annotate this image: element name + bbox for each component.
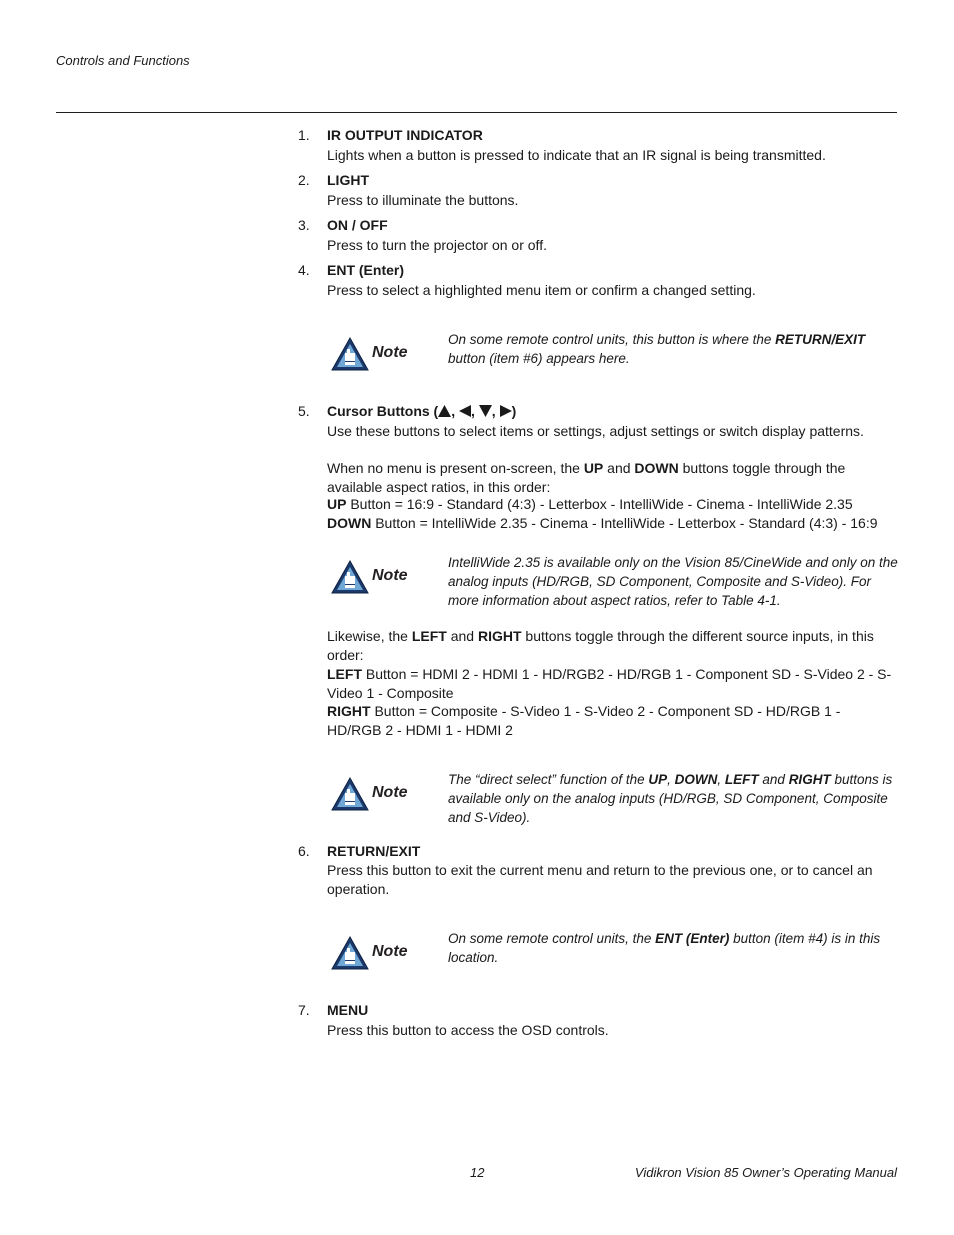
note-label: Note [372, 943, 408, 960]
note-warning-icon [331, 777, 369, 811]
item-title: ENT (Enter) [327, 262, 404, 278]
item-number: 7. [298, 1002, 310, 1018]
item-description: Press this button to exit the current menu and return to the previous one, or to cancel an operation. [327, 862, 873, 897]
item-number: 2. [298, 172, 310, 188]
note-warning-icon [331, 560, 369, 594]
item-title: IR OUTPUT INDICATOR [327, 127, 483, 143]
page-number: 12 [470, 1165, 485, 1180]
item-title: LIGHT [327, 172, 369, 188]
updown-intro: When no menu is present on-screen, the UP and DOWN buttons toggle through the available aspect ratios, in this order: [327, 460, 846, 495]
note-text: On some remote control units, the ENT (Enter) button (item #4) is in this location. [448, 931, 881, 965]
note-text: The “direct select” function of the UP, DOWN, LEFT and RIGHT buttons is available only on the analog inputs (HD/RGB, SD Component, Composite and S-Video). [448, 772, 893, 825]
item-description: Press to turn the projector on or off. [327, 237, 547, 253]
note-label: Note [372, 784, 408, 801]
left-sequence: LEFT Button = HDMI 2 - HDMI 1 - HD/RGB2 - HD/RGB 1 - Component SD - S-Video 2 - S-Video 1 - Composite [327, 666, 892, 701]
item-description: Use these buttons to select items or settings, adjust settings or switch display patterns. [327, 423, 864, 439]
right-sequence: RIGHT Button = Composite - S-Video 1 - S-Video 2 - Component SD - HD/RGB 1 - HD/RGB 2 - HDMI 1 - HDMI 2 [327, 703, 841, 738]
item-number: 4. [298, 262, 310, 278]
item-number: 5. [298, 403, 310, 419]
item-title: MENU [327, 1002, 369, 1018]
down-triangle-icon [479, 405, 492, 417]
item-title: Cursor Buttons ( , , , ) [327, 403, 517, 419]
down-sequence: DOWN Button = IntelliWide 2.35 - Cinema - IntelliWide - Letterbox - Standard (4:3) - 16:9 [327, 515, 878, 531]
up-sequence: UP Button = 16:9 - Standard (4:3) - Letterbox - IntelliWide - Cinema - IntelliWide 2.35 [327, 496, 853, 512]
note-text: IntelliWide 2.35 is available only on the Vision 85/CineWide and only on the analog inputs (HD/RGB, SD Component, Composite and S-Video). For more information about aspect ratios, refer to Table 4-1. [448, 555, 898, 608]
item-description: Press to illuminate the buttons. [327, 192, 519, 208]
note-warning-icon [331, 337, 369, 371]
note-label: Note [372, 567, 408, 584]
item-title: RETURN/EXIT [327, 843, 421, 859]
manual-title: Vidikron Vision 85 Owner’s Operating Manual [634, 1165, 897, 1180]
item-number: 1. [298, 127, 310, 143]
right-triangle-icon [500, 405, 512, 417]
item-title: ON / OFF [327, 217, 388, 233]
running-header: Controls and Functions [56, 53, 190, 68]
item-description: Lights when a button is pressed to indicate that an IR signal is being transmitted. [327, 147, 826, 163]
up-triangle-icon [438, 405, 451, 417]
note-warning-icon [331, 936, 369, 970]
item-number: 3. [298, 217, 310, 233]
item-description: Press this button to access the OSD controls. [327, 1022, 609, 1038]
item-description: Press to select a highlighted menu item or confirm a changed setting. [327, 282, 756, 298]
item-number: 6. [298, 843, 310, 859]
note-text: On some remote control units, this button is where the RETURN/EXIT button (item #6) appears here. [448, 332, 866, 366]
leftright-intro: Likewise, the LEFT and RIGHT buttons toggle through the different source inputs, in this order: [327, 628, 874, 663]
note-label: Note [372, 344, 408, 361]
left-triangle-icon [459, 405, 471, 417]
header-rule [56, 112, 897, 113]
